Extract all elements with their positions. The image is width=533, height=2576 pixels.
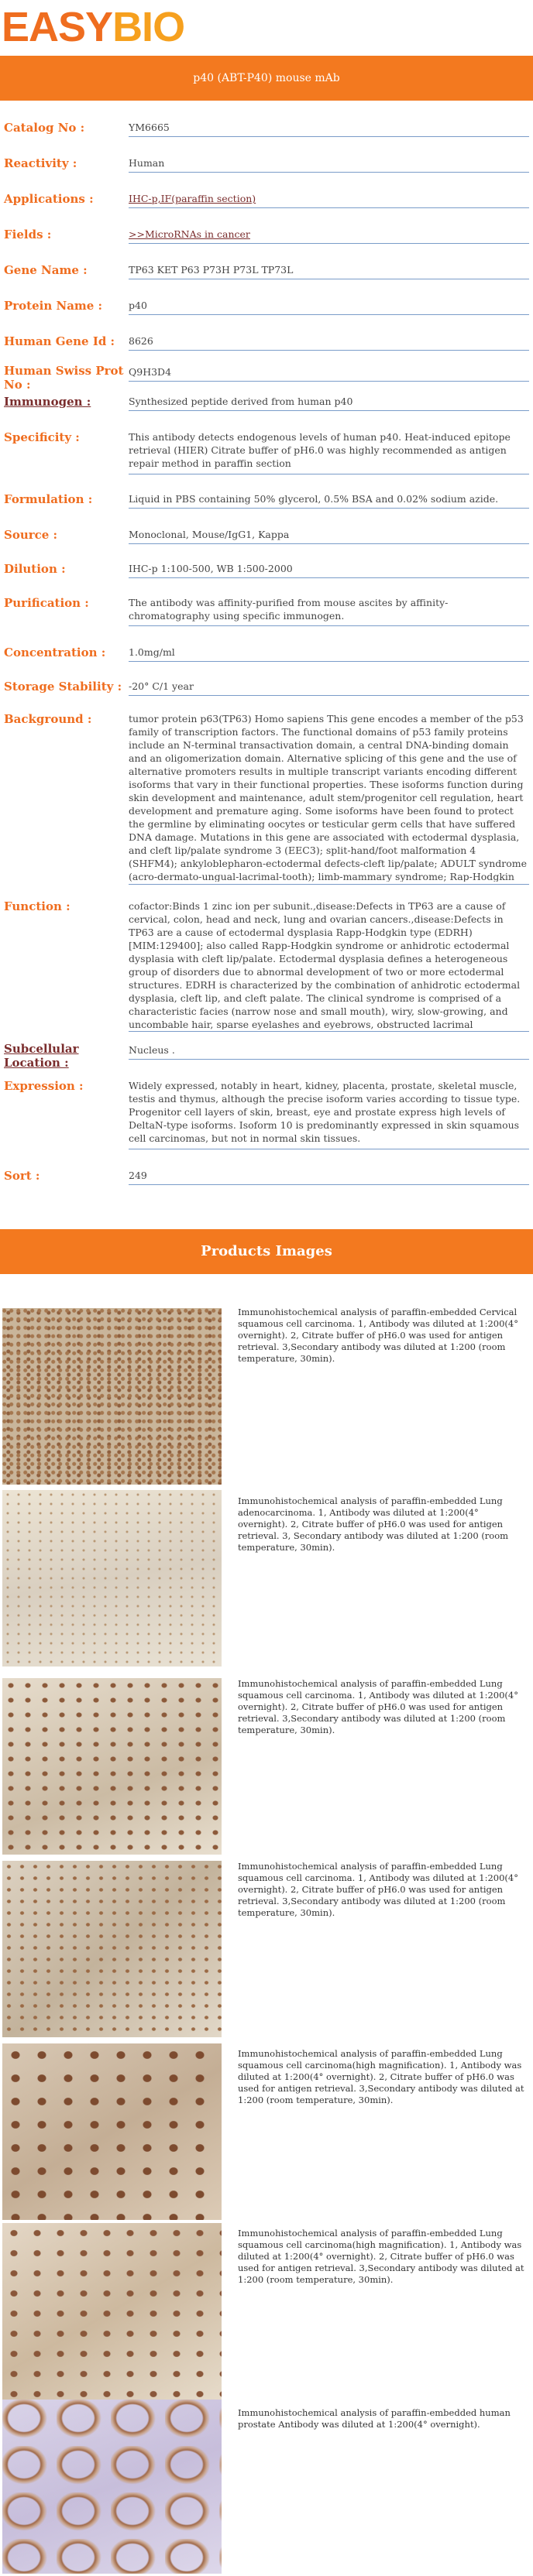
field-label: Expression : [4, 1079, 84, 1093]
field-label: Source : [4, 528, 58, 542]
divider [129, 410, 529, 411]
divider [129, 1031, 529, 1032]
divider [129, 381, 529, 382]
field-value: Liquid in PBS containing 50% glycerol, 0.5% BSA and 0.02% sodium azide. [129, 493, 499, 505]
field-label: Sort : [4, 1169, 40, 1183]
field-label: Human Swiss Prot No : [4, 364, 124, 392]
ihc-image-lung-squamous-1[interactable] [2, 1678, 222, 1855]
field-label: Fields : [4, 228, 52, 242]
field-label: Catalog No : [4, 121, 85, 135]
field-label: Formulation : [4, 492, 93, 506]
field-value: 8626 [129, 335, 153, 347]
field-value: -20° C/1 year [129, 680, 194, 692]
divider [129, 577, 529, 578]
brand-logo-part1: EASY [2, 4, 113, 50]
field-label: Function : [4, 899, 70, 913]
divider [129, 314, 529, 315]
brand-logo[interactable] [2, 3, 184, 51]
divider [129, 243, 529, 244]
field-value: 1.0mg/ml [129, 646, 175, 658]
product-caption: Immunohistochemical analysis of paraffin-embedded Lung squamous cell carcinoma(high magnification). 1, Antibody was diluted at 1:200(4° overnight). 2, Citrate buffer of pH6.0 was used for antigen retrieval. 3,Secondary antibody was diluted at 1:200 (room temperature, 30min). [238, 2228, 524, 2285]
field-label: Dilution : [4, 562, 66, 576]
immunogen-link[interactable]: Immunogen : [4, 395, 91, 409]
applications-link[interactable]: IHC-p,IF(paraffin section) [129, 193, 256, 204]
ihc-image-prostate[interactable] [2, 2400, 222, 2574]
field-value: Synthesized peptide derived from human p40 [129, 396, 353, 407]
field-label: Gene Name : [4, 263, 88, 277]
product-caption: Immunohistochemical analysis of paraffin-embedded Lung squamous cell carcinoma(high magnification). 1, Antibody was diluted at 1:200(4° overnight). 2, Citrate buffer of pH6.0 was used for antigen retrieval. 3,Secondary antibody was diluted at 1:200 (room temperature, 30min). [238, 2048, 524, 2105]
ihc-image-cervical-squamous[interactable] [2, 1308, 222, 1485]
field-value: The antibody was affinity-purified from mouse ascites by affinity-chromatography using specific immunogen. [129, 597, 449, 622]
products-images-heading: Products Images [0, 1229, 533, 1274]
field-value: YM6665 [129, 122, 170, 133]
divider [129, 884, 529, 885]
divider [129, 207, 529, 208]
field-value: p40 [129, 300, 147, 311]
field-label: Specificity : [4, 430, 80, 444]
field-label: Human Gene Id : [4, 334, 115, 348]
divider [129, 625, 529, 626]
function-text: cofactor:Binds 1 zinc ion per subunit.,disease:Defects in TP63 are a cause of cervical, colon, head and neck, lung and ovarian cancers.,disease:Defects in TP63 are a cause of ectodermal dysplasia Rapp-Hodgkin type (EDRH) [MIM:129400]; also called Rapp-Hodgkin syndrome or anhidrotic ectodermal dysplasia with cleft lip/palate. Ectodermal dysplasia defines a heterogeneous group of disorders due to abnormal development of two or more ectodermal structures. EDRH is characterized by the combination of anhidrotic ectodermal dysplasia, cleft lip, and cleft palate. The clinical syndrome is comprised of a characteristic facies (narrow nose and small mouth), wiry, slow-growing, and uncombable hair, sparse eyelashes and eyebrows, obstructed lacrimal [129, 900, 521, 1029]
field-label: Background : [4, 712, 92, 726]
field-value: Q9H3D4 [129, 366, 172, 378]
field-value: TP63 KET P63 P73H P73L TP73L [129, 264, 294, 276]
product-caption: Immunohistochemical analysis of paraffin-embedded Lung adenocarcinoma. 1, Antibody was diluted at 1:200(4° overnight). 2, Citrate buffer of pH6.0 was used for antigen retrieval. 3, Secondary antibody was diluted at 1:200 (room temperature, 30min). [238, 1495, 509, 1553]
brand-logo-part2: BIO [112, 4, 185, 50]
divider [129, 695, 529, 696]
field-label: Purification : [4, 596, 89, 610]
product-caption: Immunohistochemical analysis of paraffin-embedded human prostate Antibody was diluted at 1:200(4° overnight). [238, 2407, 511, 2430]
product-caption: Immunohistochemical analysis of paraffin-embedded Lung squamous cell carcinoma. 1, Antibody was diluted at 1:200(4° overnight). 2, Citrate buffer of pH6.0 was used for antigen retrieval. 3,Secondary antibody was diluted at 1:200 (room temperature, 30min). [238, 1678, 518, 1735]
field-label: Protein Name : [4, 299, 103, 313]
subcellular-location-link[interactable]: Subcellular Location : [4, 1042, 79, 1070]
field-label: Applications : [4, 192, 94, 206]
divider [129, 172, 529, 173]
divider [129, 543, 529, 544]
background-text: tumor protein p63(TP63) Homo sapiens This gene encodes a member of the p53 family of transcription factors. The functional domains of p53 family proteins include an N-terminal transactivation domain, a central DNA-binding domain and an oligomerization domain. Alternative splicing of this gene and the use of alternative promoters results in multiple transcript variants encoding different isoforms that vary in their functional properties. These isoforms function during skin development and maintenance, adult stem/progenitor cell regulation, heart development and premature aging. Some isoforms have been found to protect the germline by eliminating oocytes or testicular germ cells that have suffered DNA damage. Mutations in this gene are associated with ectodermal dysplasia, and cleft lip/palate syndrome 3 (EEC3); split-hand/foot malformation 4 (SHFM4); ankyloblepharon-ectodermal defects-cleft lip/palate; ADULT syndrome (acro-dermato-ungual-lacrimal-tooth); limb-mammary syndrome; Rap-Hodgkin [129, 713, 528, 882]
ihc-image-lung-squamous-high-mag-1[interactable] [2, 2043, 222, 2220]
field-value: IHC-p 1:100-500, WB 1:500-2000 [129, 563, 293, 574]
ihc-image-lung-adenocarcinoma[interactable] [2, 1490, 222, 1667]
field-label: Reactivity : [4, 156, 77, 170]
divider [129, 1184, 529, 1185]
expression-text: Widely expressed, notably in heart, kidney, placenta, prostate, skeletal muscle, testis and thymus, although the precise isoform varies according to tissue type. Progenitor cell layers of skin, breast, eye and prostate express high levels of DeltaN-type isoforms. Isoform 10 is predominantly expressed in skin squamous cell carcinomas, but not in normal skin tissues. [129, 1080, 521, 1144]
field-label: Concentration : [4, 646, 106, 659]
header [0, 0, 533, 56]
field-value: This antibody detects endogenous levels of human p40. Heat-induced epitope retrieval (HIER) Citrate buffer of pH6.0 was highly recommended as antigen repair method in paraffin section [129, 431, 511, 469]
divider [129, 508, 529, 509]
field-value: Monoclonal, Mouse/IgG1, Kappa [129, 529, 290, 540]
product-caption: Immunohistochemical analysis of paraffin-embedded Lung squamous cell carcinoma. 1, Antibody was diluted at 1:200(4° overnight). 2, Citrate buffer of pH6.0 was used for antigen retrieval. 3,Secondary antibody was diluted at 1:200 (room temperature, 30min). [238, 1861, 518, 1918]
ihc-image-lung-squamous-high-mag-2[interactable] [2, 2223, 222, 2400]
ihc-image-lung-squamous-2[interactable] [2, 1861, 222, 2037]
field-value: Human [129, 157, 165, 169]
field-value: Nucleus . [129, 1044, 175, 1056]
field-value: 249 [129, 1170, 147, 1181]
divider [129, 1059, 529, 1060]
field-label: Storage Stability : [4, 680, 122, 694]
product-caption: Immunohistochemical analysis of paraffin-embedded Cervical squamous cell carcinoma. 1, Antibody was diluted at 1:200(4° overnight). 2, Citrate buffer of pH6.0 was used for antigen retrieval. 3,Secondary antibody was diluted at 1:200 (room temperature, 30min). [238, 1307, 518, 1364]
divider [129, 350, 529, 351]
divider [129, 661, 529, 662]
divider [129, 136, 529, 137]
fields-link[interactable]: >>MicroRNAs in cancer [129, 228, 250, 240]
product-title: p40 (ABT-P40) mouse mAb [0, 56, 533, 101]
